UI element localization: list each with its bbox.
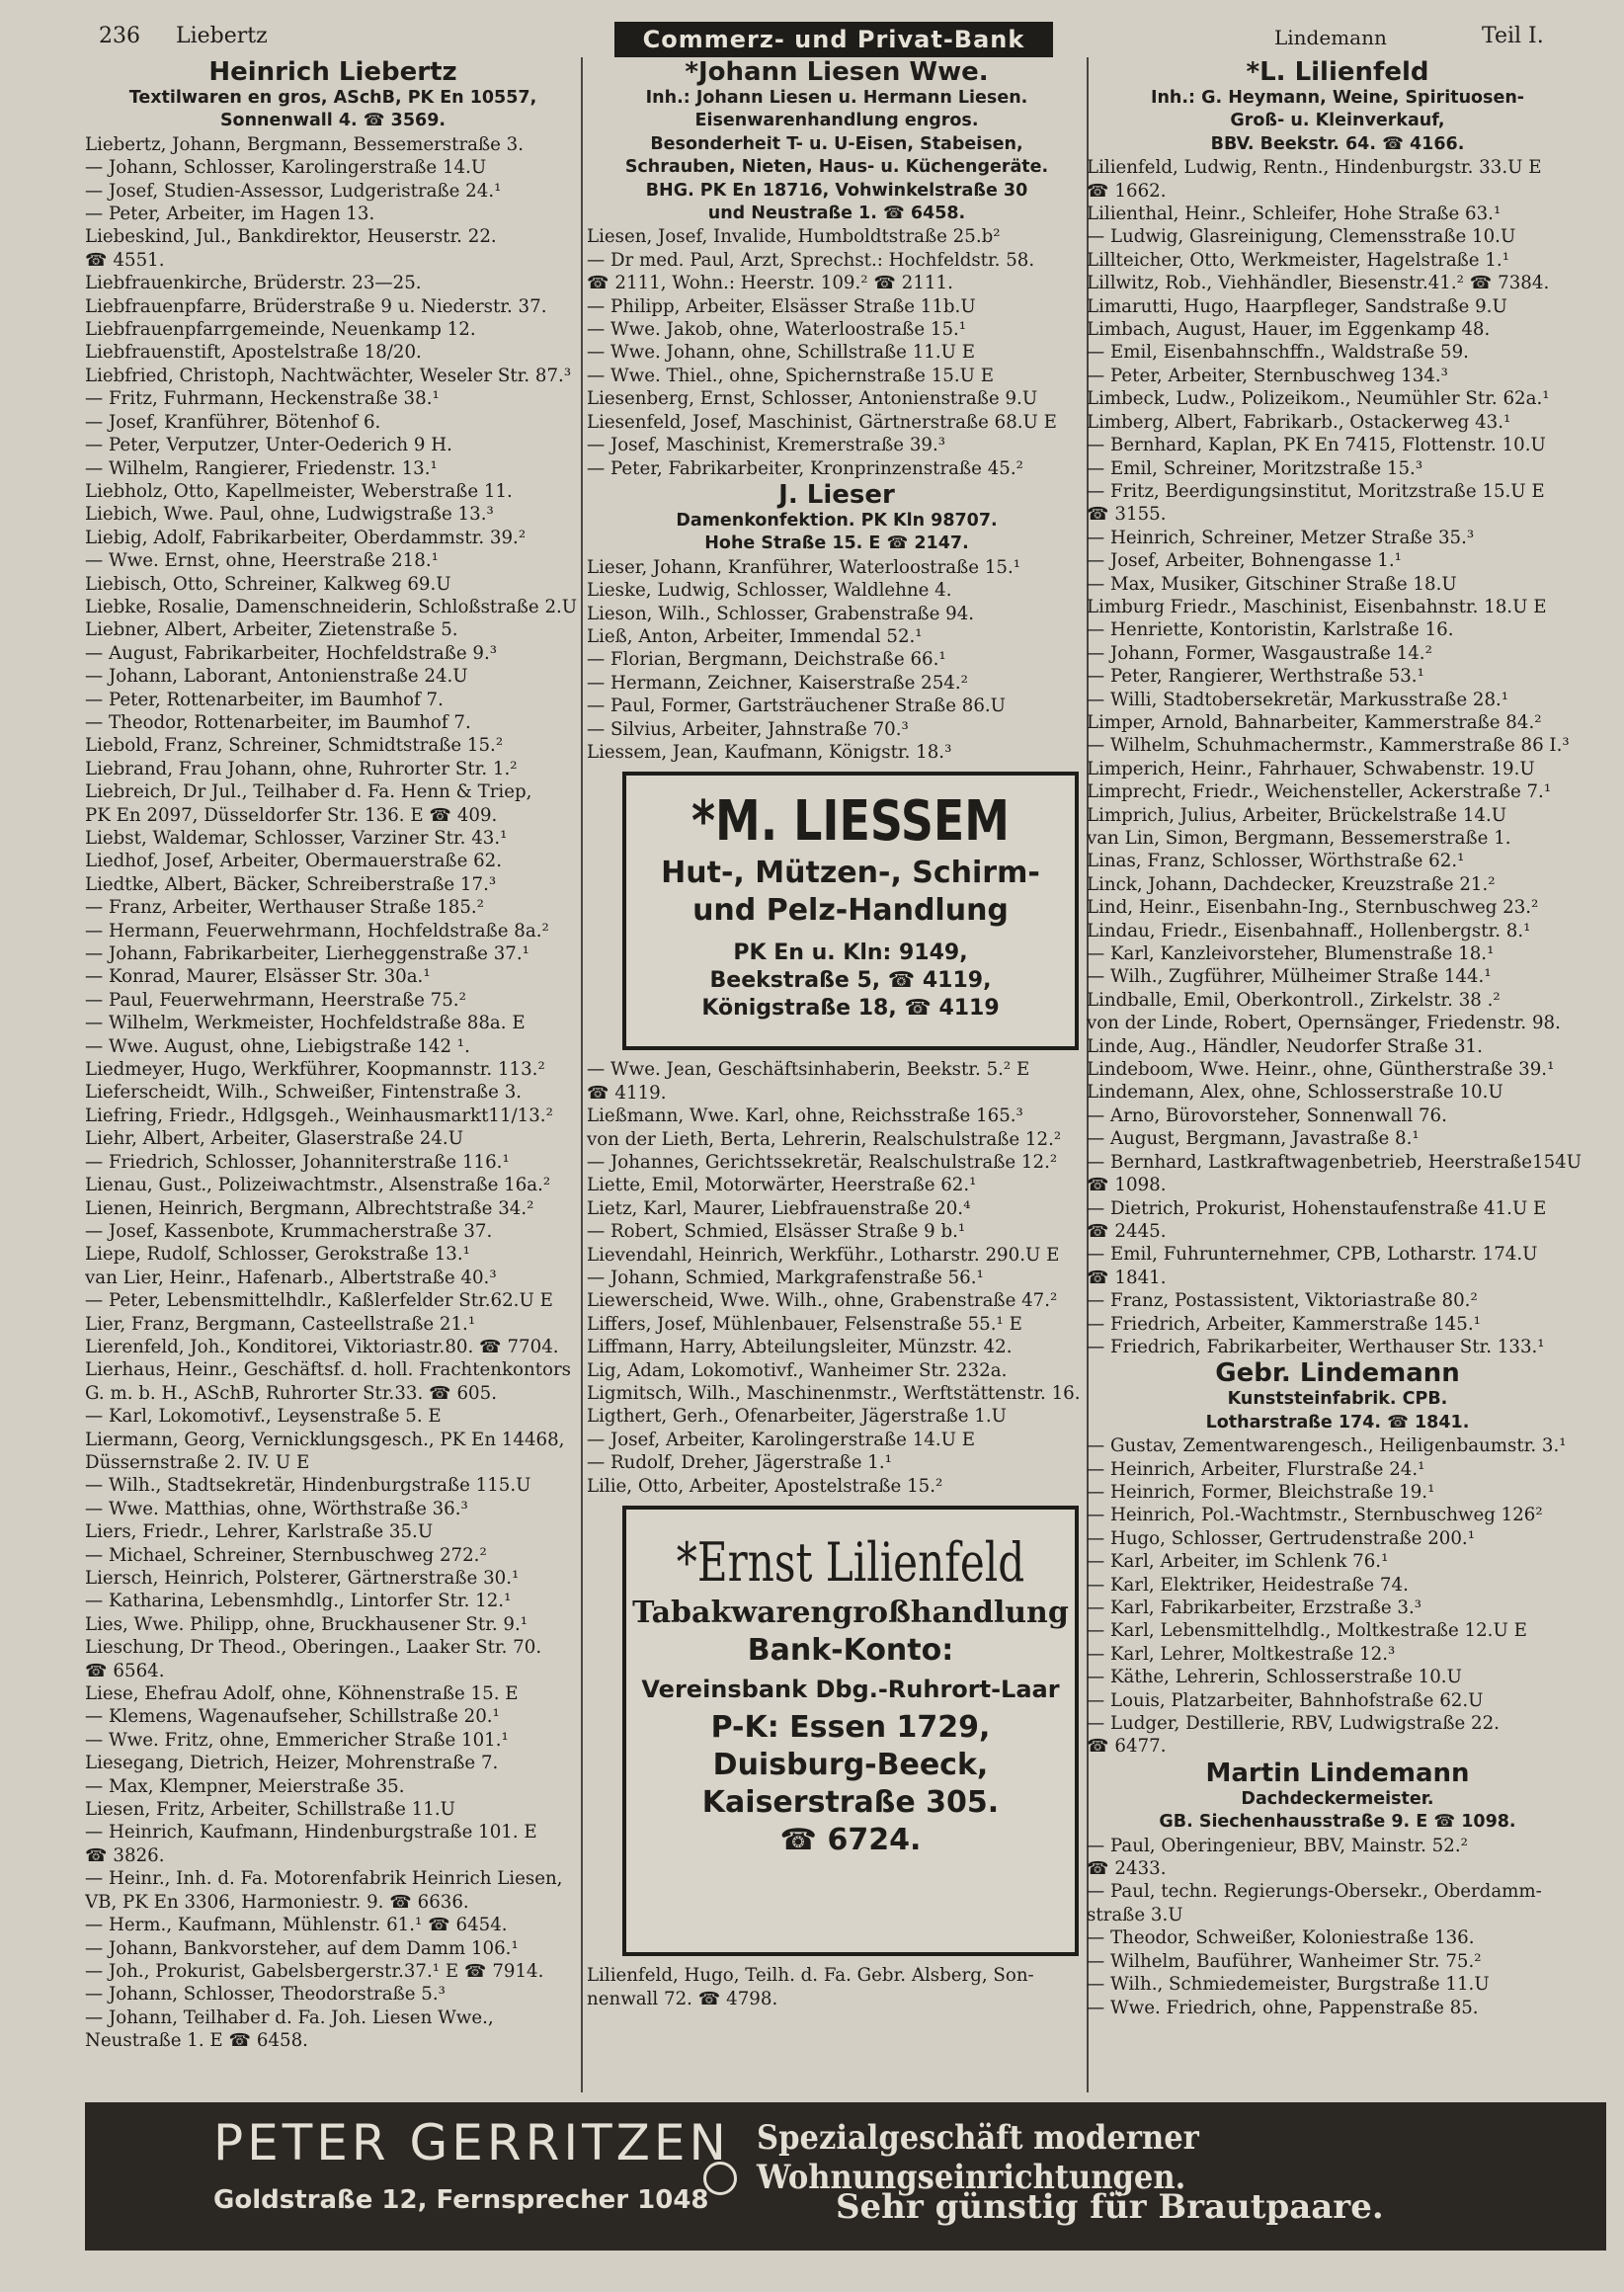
directory-entry: Liebig, Adolf, Fabrikarbeiter, Oberdammstr. 39.² [85, 527, 527, 548]
advert-lilienfeld-name: *Ernst Lilienfeld [676, 1531, 1025, 1595]
directory-entry: Neustraße 1. E ☎ 6458. [85, 2030, 308, 2052]
directory-entry: — Josef, Studien-Assessor, Ludgeristraße 24.¹ [85, 180, 502, 202]
directory-entry: — Karl, Elektriker, Heidestraße 74. [1087, 1574, 1409, 1596]
directory-entry: — Emil, Schreiner, Moritzstraße 15.³ [1087, 457, 1423, 479]
directory-entry: — Wwe. Johann, ohne, Schillstraße 11.U E [587, 342, 976, 364]
business-detail: Textilwaren en gros, ASchB, PK En 10557, [128, 88, 537, 108]
directory-entry: Lilienthal, Heinr., Schleifer, Hohe Straße 63.¹ [1087, 204, 1502, 225]
business-detail: Hohe Straße 15. E ☎ 2147. [704, 533, 969, 554]
directory-entry: Limburg Friedr., Maschinist, Eisenbahnstr. 18.U E [1087, 596, 1547, 617]
directory-entry: — Karl, Lehrer, Moltkestraße 12.³ [1087, 1643, 1396, 1665]
directory-entry: — Silvius, Arbeiter, Jahnstraße 70.³ [587, 718, 909, 740]
directory-entry: — Henriette, Kontoristin, Karlstraße 16. [1087, 619, 1454, 641]
directory-entry: PK En 2097, Düsseldorfer Str. 136. E ☎ 409. [85, 804, 498, 826]
directory-entry: — Wwe. Jakob, ohne, Waterloostraße 15.¹ [587, 319, 967, 341]
directory-entry: — Franz, Postassistent, Viktoriastraße 80.² [1087, 1290, 1478, 1312]
column-left [85, 57, 581, 2092]
directory-entry: — Bernhard, Kaplan, PK En 7415, Flottenstr. 10.U [1087, 435, 1546, 456]
directory-entry: Liessem, Jean, Kaufmann, Königstr. 18.³ [587, 741, 952, 763]
directory-entry: — Max, Musiker, Gitschiner Straße 18.U [1087, 573, 1457, 595]
directory-entry: — Wilhelm, Werkmeister, Hochfeldstraße 88a. E [85, 1013, 526, 1034]
directory-entry: Liedhof, Josef, Arbeiter, Obermauerstraße 62. [85, 851, 503, 872]
directory-entry: — Heinrich, Former, Bleichstraße 19.¹ [1087, 1481, 1435, 1503]
advert-liessem-name: *M. LIESSEM [690, 789, 1011, 855]
directory-entry: G. m. b. H., ASchB, Ruhrorter Str.33. ☎ 605. [85, 1382, 497, 1404]
directory-entry: — Peter, Verputzer, Unter-Oederich 9 H. [85, 435, 452, 456]
directory-entry: Limbach, August, Hauer, im Eggenkamp 48. [1087, 319, 1491, 341]
advert-liessem-line: Hut-, Mützen-, Schirm- [661, 856, 1040, 891]
directory-entry: Liewerscheid, Wwe. Wilh., ohne, Grabenstraße 47.² [587, 1290, 1058, 1312]
directory-entry: — Peter, Rangierer, Werthstraße 53.¹ [1087, 666, 1424, 688]
business-heading: *Johann Liesen Wwe. [685, 57, 989, 87]
directory-entry: — Peter, Arbeiter, im Hagen 13. [85, 204, 375, 225]
directory-entry: — Paul, Oberingenieur, BBV, Mainstr. 52.² [1087, 1835, 1468, 1856]
directory-entry: Lievendahl, Heinrich, Werkführ., Lotharstr. 290.U E [587, 1244, 1060, 1266]
directory-entry: — August, Fabrikarbeiter, Hochfeldstraße 9.³ [85, 642, 498, 664]
directory-entry: — Philipp, Arbeiter, Elsässer Straße 11b.U [587, 295, 976, 317]
directory-entry: — Max, Klempner, Meierstraße 35. [85, 1775, 405, 1797]
directory-entry: Liese, Ehefrau Adolf, ohne, Köhnenstraße 15. E [85, 1683, 519, 1705]
directory-entry: Liefring, Friedr., Hdlgsgeh., Weinhausmarkt11/13.² [85, 1105, 553, 1126]
directory-entry: Linde, Aug., Händler, Neudorfer Straße 31. [1087, 1035, 1483, 1057]
directory-entry: Liebfried, Christoph, Nachtwächter, Weseler Str. 87.³ [85, 365, 572, 386]
part-label: Teil I. [1482, 24, 1544, 48]
directory-entry: Lieson, Wilh., Schlosser, Grabenstraße 94. [587, 603, 975, 624]
business-detail: und Neustraße 1. ☎ 6458. [707, 204, 966, 224]
directory-entry: — Wwe. August, ohne, Liebigstraße 142 ¹. [85, 1035, 470, 1057]
advert-liessem-line: PK En u. Kln: 9149, [733, 941, 968, 966]
directory-entry: — Johann, Former, Wasgaustraße 14.² [1087, 642, 1432, 664]
footer-address: Goldstraße 12, Fernsprecher 1048 [213, 2185, 709, 2215]
business-detail: Eisenwarenhandlung engros. [694, 111, 979, 131]
directory-entry: — Peter, Rottenarbeiter, im Baumhof 7. [85, 689, 444, 710]
directory-entry: Liesegang, Dietrich, Heizer, Mohrenstraße 7. [85, 1753, 499, 1774]
footer-logo-icon [703, 2162, 737, 2195]
directory-entry: Lindeboom, Wwe. Heinr., ohne, Güntherstraße 39.¹ [1087, 1059, 1555, 1081]
directory-entry: Liesen, Josef, Invalide, Humboldtstraße 25.b² [587, 226, 1001, 248]
directory-entry: Lindau, Friedr., Eisenbahnaff., Hollenbergstr. 8.¹ [1087, 920, 1531, 941]
directory-entry: — Wilh., Zugführer, Mülheimer Straße 144.¹ [1087, 966, 1492, 988]
directory-entry: Lienau, Gust., Polizeiwachtmstr., Alsenstraße 16a.² [85, 1175, 551, 1196]
directory-entry: — Paul, Former, Gartsträuchener Straße 86.U [587, 696, 1006, 717]
footer-company-name: PETER GERRITZEN [213, 2114, 730, 2171]
directory-entry: Lierenfeld, Joh., Konditorei, Viktoriastr.80. ☎ 7704. [85, 1336, 559, 1357]
business-heading: Gebr. Lindemann [1215, 1358, 1460, 1389]
directory-entry: ☎ 2445. [1087, 1220, 1167, 1242]
directory-entry: Liebrand, Frau Johann, ohne, Ruhrorter Str. 1.² [85, 758, 518, 779]
directory-entry: Liebertz, Johann, Bergmann, Bessemerstraße 3. [85, 133, 525, 155]
directory-entry: — Karl, Lokomotivf., Leysenstraße 5. E [85, 1406, 442, 1428]
directory-entry: — Fritz, Beerdigungsinstitut, Moritzstraße 15.U E [1087, 480, 1545, 502]
directory-entry: — Joh., Prokurist, Gabelsbergerstr.37.¹ E ☎ 7914. [85, 1960, 544, 1982]
directory-entry: — Josef, Kassenbote, Krummacherstraße 37. [85, 1220, 493, 1242]
directory-entry: — Emil, Fuhrunternehmer, CPB, Lotharstr. 174.U [1087, 1244, 1538, 1266]
directory-entry: — Heinrich, Arbeiter, Flurstraße 24.¹ [1087, 1458, 1425, 1480]
directory-entry: — Johann, Teilhaber d. Fa. Joh. Liesen Wwe., [85, 2006, 494, 2028]
directory-entry: Limperich, Heinr., Fahrhauer, Schwabenstr. 19.U [1087, 758, 1535, 779]
directory-entry: Limbeck, Ludw., Polizeikom., Neumühler Str. 62a.¹ [1087, 388, 1550, 410]
directory-entry: von der Lieth, Berta, Lehrerin, Realschulstraße 12.² [587, 1128, 1062, 1150]
directory-entry: ☎ 4119. [587, 1082, 667, 1104]
directory-entry: Lilienfeld, Ludwig, Rentn., Hindenburgstr. 33.U E [1087, 157, 1542, 179]
directory-entry: — Hermann, Feuerwehrmann, Hochfeldstraße 8a.² [85, 920, 549, 941]
directory-entry: ☎ 3826. [85, 1844, 165, 1866]
directory-entry: Linck, Johann, Dachdecker, Kreuzstraße 21.² [1087, 873, 1496, 895]
advert-lilienfeld-line: Duisburg-Beeck, [712, 1748, 989, 1783]
directory-entry: Ligthert, Gerh., Ofenarbeiter, Jägerstraße 1.U [587, 1406, 1007, 1428]
business-detail: Besonderheit T- u. U-Eisen, Stabeisen, [650, 133, 1023, 154]
business-detail: BBV. Beekstr. 64. ☎ 4166. [1210, 133, 1465, 154]
directory-entry: — Ludwig, Glasreinigung, Clemensstraße 10.U [1087, 226, 1516, 248]
business-detail: Damenkonfektion. PK Kln 98707. [676, 510, 998, 531]
directory-entry: VB, PK En 3306, Harmoniestr. 9. ☎ 6636. [85, 1891, 469, 1913]
advert-liessem-line: Königstraße 18, ☎ 4119 [701, 996, 1000, 1022]
advert-lilienfeld-line: ☎ 6724. [779, 1823, 922, 1858]
directory-entry: — Wwe. Jean, Geschäftsinhaberin, Beekstr. 5.² E [587, 1059, 1030, 1081]
column-middle-top [587, 57, 1087, 764]
directory-entry: — Theodor, Schweißer, Koloniestraße 136. [1087, 1927, 1475, 1949]
directory-entry: Liehr, Albert, Arbeiter, Glaserstraße 24.U [85, 1128, 464, 1150]
directory-entry: — Josef, Arbeiter, Bohnengasse 1.¹ [1087, 550, 1402, 572]
directory-entry: Liebold, Franz, Schreiner, Schmidtstraße 15.² [85, 735, 504, 757]
business-detail: Sonnenwall 4. ☎ 3569. [219, 111, 447, 131]
directory-entry: straße 3.U [1087, 1904, 1183, 1925]
directory-entry: Liesenfeld, Josef, Maschinist, Gärtnerstraße 68.U E [587, 411, 1057, 433]
directory-entry: Liebeskind, Jul., Bankdirektor, Heuserstr. 22. [85, 226, 497, 248]
directory-entry: — Wwe. Matthias, ohne, Wörthstraße 36.³ [85, 1498, 468, 1519]
business-detail: Lotharstraße 174. ☎ 1841. [1205, 1412, 1470, 1432]
directory-entry: Lilie, Otto, Arbeiter, Apostelstraße 15.² [587, 1475, 943, 1497]
directory-entry: Liebst, Waldemar, Schlosser, Varziner Str. 43.¹ [85, 828, 508, 849]
business-detail: GB. Siechenhausstraße 9. E ☎ 1098. [1159, 1812, 1516, 1833]
directory-entry: van Lin, Simon, Bergmann, Bessemerstraße 1. [1087, 828, 1511, 849]
directory-entry: — Johann, Laborant, Antonienstraße 24.U [85, 666, 468, 688]
directory-entry: — August, Bergmann, Javastraße 8.¹ [1087, 1128, 1420, 1150]
directory-entry: Liffmann, Harry, Abteilungsleiter, Münzstr. 42. [587, 1337, 1013, 1358]
directory-entry: Lindballe, Emil, Oberkontroll., Zirkelstr. 38 .² [1087, 989, 1501, 1011]
advert-liessem [622, 772, 1079, 1050]
directory-entry: — Josef, Kranführer, Bötenhof 6. [85, 411, 381, 433]
directory-entry: — Konrad, Maurer, Elsässer Str. 30a.¹ [85, 966, 431, 988]
directory-entry: — Johann, Schlosser, Karolingerstraße 14.U [85, 157, 487, 179]
business-detail: Schrauben, Nieten, Haus- u. Küchengeräte. [624, 157, 1049, 178]
directory-entry: — Wwe. Ernst, ohne, Heerstraße 218.¹ [85, 550, 439, 572]
directory-entry: Lies, Wwe. Philipp, ohne, Bruckhausener Str. 9.¹ [85, 1613, 528, 1635]
directory-entry: Liebke, Rosalie, Damenschneiderin, Schloßstraße 2.U [85, 596, 578, 617]
directory-entry: — Wwe. Thiel., ohne, Spichernstraße 15.U E [587, 365, 995, 386]
advert-liessem-line: Beekstraße 5, ☎ 4119, [709, 968, 992, 994]
directory-entry: — Johann, Fabrikarbeiter, Lierheggenstraße 37.¹ [85, 943, 529, 965]
advert-lilienfeld-line: Tabakwarengroßhandlung [632, 1596, 1069, 1631]
directory-entry: — Theodor, Rottenarbeiter, im Baumhof 7. [85, 711, 471, 733]
directory-entry: — Katharina, Lebensmhdlg., Lintorfer Str. 12.¹ [85, 1591, 512, 1612]
directory-entry: — Louis, Platzarbeiter, Bahnhofstraße 62.U [1087, 1689, 1484, 1711]
directory-entry: Liebner, Albert, Arbeiter, Zietenstraße 5. [85, 619, 458, 641]
directory-entry: — Wilhelm, Schuhmachermstr., Kammerstraße 86 I.³ [1087, 735, 1570, 757]
column-middle-mid [587, 1058, 1087, 1498]
directory-entry: — Gustav, Zementwarengesch., Heiligenbaumstr. 3.¹ [1087, 1435, 1567, 1457]
directory-entry: Lillteicher, Otto, Werkmeister, Hagelstraße 1.¹ [1087, 249, 1509, 271]
directory-entry: — Willi, Stadtobersekretär, Markusstraße 28.¹ [1087, 689, 1509, 710]
directory-entry: ☎ 6477. [1087, 1736, 1167, 1758]
directory-entry: Linas, Franz, Schlosser, Wörthstraße 62.¹ [1087, 851, 1465, 872]
footer-tagline-2: Sehr günstig für Brautpaare. [836, 2187, 1384, 2227]
directory-entry: Lierhaus, Heinr., Geschäftsf. d. holl. Frachtenkontors [85, 1359, 571, 1381]
directory-entry: — Rudolf, Dreher, Jägerstraße 1.¹ [587, 1452, 892, 1474]
directory-entry: ☎ 1841. [1087, 1267, 1167, 1288]
directory-entry: — Peter, Fabrikarbeiter, Kronprinzenstraße 45.² [587, 457, 1023, 479]
directory-entry: — Dr med. Paul, Arzt, Sprechst.: Hochfeldstr. 58. [587, 249, 1035, 271]
directory-entry: — Robert, Schmied, Elsässer Straße 9 b.¹ [587, 1221, 966, 1243]
business-detail: Kunststeinfabrik. CPB. [1227, 1389, 1448, 1410]
directory-entry: — Herm., Kaufmann, Mühlenstr. 61.¹ ☎ 6454. [85, 1915, 508, 1936]
directory-entry: — Paul, Feuerwehrmann, Heerstraße 75.² [85, 989, 466, 1011]
directory-entry: ☎ 1098. [1087, 1175, 1167, 1196]
directory-entry: Düssernstraße 2. IV. U E [85, 1451, 310, 1473]
directory-entry: Lier, Franz, Bergmann, Casteellstraße 21.¹ [85, 1313, 476, 1335]
running-head-right: Lindemann [1274, 26, 1387, 49]
directory-entry: ☎ 1662. [1087, 180, 1167, 202]
directory-entry: Liepe, Rudolf, Schlosser, Gerokstraße 13.¹ [85, 1244, 470, 1266]
directory-entry: — Bernhard, Lastkraftwagenbetrieb, Heerstraße154U [1087, 1151, 1583, 1173]
column-right [1081, 57, 1588, 2092]
directory-entry: Ließmann, Wwe. Karl, ohne, Reichsstraße 165.³ [587, 1105, 1023, 1127]
directory-entry: — Franz, Arbeiter, Werthauser Straße 185.² [85, 897, 484, 919]
advert-lilienfeld-line: Kaiserstraße 305. [701, 1785, 1000, 1821]
directory-entry: Lindemann, Alex, ohne, Schlosserstraße 10.U [1087, 1082, 1503, 1104]
column-middle-bottom [587, 1964, 1087, 2010]
advert-lilienfeld-line: P-K: Essen 1729, [710, 1710, 991, 1746]
directory-entry: — Fritz, Fuhrmann, Heckenstraße 38.¹ [85, 388, 440, 410]
directory-entry: — Wilhelm, Bauführer, Wanheimer Str. 75.² [1087, 1950, 1482, 1972]
directory-entry: Liebich, Wwe. Paul, ohne, Ludwigstraße 13.³ [85, 504, 494, 526]
directory-entry: Lig, Adam, Lokomotivf., Wanheimer Str. 232a. [587, 1359, 1008, 1381]
directory-entry: — Hermann, Zeichner, Kaiserstraße 254.² [587, 672, 968, 694]
directory-entry: — Florian, Bergmann, Deichstraße 66.¹ [587, 649, 946, 671]
directory-entry: — Heinrich, Kaufmann, Hindenburgstraße 101. E [85, 1822, 537, 1843]
footer-advert [85, 2102, 1606, 2251]
directory-entry: Liersch, Heinrich, Polsterer, Gärtnerstraße 30.¹ [85, 1568, 520, 1589]
advert-lilienfeld-line: Vereinsbank Dbg.-Ruhrort-Laar [641, 1676, 1060, 1704]
directory-entry: Lillwitz, Rob., Viehhändler, Biesenstr.41.² ☎ 7384. [1087, 273, 1550, 294]
directory-entry: Limarutti, Hugo, Haarpfleger, Sandstraße 9.U [1087, 295, 1507, 317]
directory-entry: — Wilh., Schmiedemeister, Burgstraße 11.U [1087, 1974, 1490, 1996]
directory-entry: Limprecht, Friedr., Weichensteller, Ackerstraße 7.¹ [1087, 781, 1552, 803]
directory-entry: — Dietrich, Prokurist, Hohenstaufenstraße 41.U E [1087, 1197, 1547, 1219]
directory-entry: — Peter, Arbeiter, Sternbuschweg 134.³ [1087, 365, 1448, 386]
directory-entry: — Karl, Fabrikarbeiter, Erzstraße 3.³ [1087, 1597, 1422, 1618]
directory-entry: — Heinr., Inh. d. Fa. Motorenfabrik Heinrich Liesen, [85, 1868, 563, 1890]
directory-entry: — Heinrich, Pol.-Wachtmstr., Sternbuschweg 126² [1087, 1505, 1543, 1526]
directory-entry: — Karl, Arbeiter, im Schlenk 76.¹ [1087, 1551, 1389, 1573]
directory-entry: — Klemens, Wagenaufseher, Schillstraße 20.¹ [85, 1706, 500, 1728]
page-header [0, 0, 1624, 61]
directory-entry: — Johann, Schmied, Markgrafenstraße 56.¹ [587, 1268, 984, 1289]
business-heading: Martin Lindemann [1205, 1758, 1470, 1788]
directory-entry: — Käthe, Lehrerin, Schlosserstraße 10.U [1087, 1667, 1462, 1688]
directory-entry: — Josef, Arbeiter, Karolingerstraße 14.U E [587, 1429, 976, 1450]
directory-entry: Liebfrauenpfarre, Brüderstraße 9 u. Niederstr. 37. [85, 295, 547, 317]
running-head-left: Liebertz [176, 24, 268, 48]
advert-lilienfeld [622, 1506, 1079, 1956]
directory-entry: Ließ, Anton, Arbeiter, Immendal 52.¹ [587, 625, 923, 647]
directory-entry: Ligmitsch, Wilh., Maschinenmstr., Werftstättenstr. 16. [587, 1383, 1081, 1405]
directory-entry: — Karl, Lebensmittelhdlg., Moltkestraße 12.U E [1087, 1620, 1527, 1642]
directory-entry: Limberg, Albert, Fabrikarb., Ostackerweg 43.¹ [1087, 411, 1511, 433]
directory-entry: — Johann, Bankvorsteher, auf dem Damm 106.¹ [85, 1937, 519, 1959]
directory-entry: Lieschung, Dr Theod., Oberingen., Laaker Str. 70. [85, 1637, 542, 1659]
directory-entry: Limprich, Julius, Arbeiter, Brückelstraße 14.U [1087, 804, 1507, 826]
business-detail: Inh.: Johann Liesen u. Hermann Liesen. [645, 88, 1028, 108]
directory-entry: Limper, Arnold, Bahnarbeiter, Kammerstraße 84.² [1087, 711, 1542, 733]
directory-entry: — Emil, Eisenbahnschffn., Waldstraße 59. [1087, 342, 1469, 364]
business-heading: *L. Lilienfeld [1246, 57, 1429, 87]
business-detail: Groß- u. Kleinverkauf, [1230, 111, 1445, 131]
directory-entry: Liedmeyer, Hugo, Werkführer, Koopmannstr. 113.² [85, 1059, 545, 1081]
directory-entry: — Ludger, Destillerie, RBV, Ludwigstraße 22. [1087, 1713, 1500, 1735]
directory-entry: Liebfrauenkirche, Brüderstr. 23—25. [85, 273, 422, 294]
directory-entry: Liebreich, Dr Jul., Teilhaber d. Fa. Henn & Triep, [85, 781, 532, 803]
business-detail: Dachdeckermeister. [1241, 1788, 1434, 1809]
directory-entry: — Arno, Bürovorsteher, Sonnenwall 76. [1087, 1105, 1447, 1126]
business-heading: J. Lieser [778, 479, 895, 510]
directory-entry: Liesen, Fritz, Arbeiter, Schillstraße 11.U [85, 1799, 455, 1821]
directory-entry: Liers, Friedr., Lehrer, Karlstraße 35.U [85, 1521, 434, 1543]
directory-entry: Lilienfeld, Hugo, Teilh. d. Fa. Gebr. Alsberg, Son- [587, 1965, 1034, 1987]
directory-entry: Lieser, Johann, Kranführer, Waterloostraße 15.¹ [587, 556, 1021, 578]
directory-entry: — Friedrich, Fabrikarbeiter, Werthauser Str. 133.¹ [1087, 1336, 1545, 1357]
directory-entry: ☎ 2111, Wohn.: Heerstr. 109.² ☎ 2111. [587, 273, 953, 294]
directory-entry: Liebfrauenstift, Apostelstraße 18/20. [85, 342, 422, 364]
directory-entry: von der Linde, Robert, Opernsänger, Friedenstr. 98. [1087, 1013, 1561, 1034]
business-detail: BHG. PK En 18716, Vohwinkelstraße 30 [645, 180, 1028, 201]
directory-entry: — Johann, Schlosser, Theodorstraße 5.³ [85, 1984, 446, 2006]
directory-entry: van Lier, Heinr., Hafenarb., Albertstraße 40.³ [85, 1267, 497, 1288]
directory-entry: — Hugo, Schlosser, Gertrudenstraße 200.¹ [1087, 1527, 1475, 1549]
directory-entry: ☎ 6564. [85, 1660, 165, 1681]
directory-entry: Lietz, Karl, Maurer, Liebfrauenstraße 20.⁴ [587, 1197, 971, 1219]
directory-entry: — Wwe. Fritz, ohne, Emmericher Straße 101.¹ [85, 1729, 509, 1751]
directory-entry: — Heinrich, Schreiner, Metzer Straße 35.³ [1087, 527, 1475, 548]
footer-tagline: Spezialgeschäft moderner Wohnungseinrichtungen. [757, 2118, 1199, 2197]
directory-entry: Lieferscheidt, Wilh., Schweißer, Fintenstraße 3. [85, 1082, 523, 1104]
directory-entry: — Paul, techn. Regierungs-Obersekr., Oberdamm- [1087, 1881, 1542, 1903]
directory-entry: Liebholz, Otto, Kapellmeister, Weberstraße 11. [85, 480, 513, 502]
directory-entry: — Michael, Schreiner, Sternbuschweg 272.² [85, 1544, 487, 1566]
directory-entry: — Friedrich, Arbeiter, Kammerstraße 145.¹ [1087, 1313, 1481, 1335]
business-detail: Inh.: G. Heymann, Weine, Spirituosen- [1150, 88, 1525, 108]
directory-entry: Liebisch, Otto, Schreiner, Kalkweg 69.U [85, 573, 451, 595]
directory-entry: Liesenberg, Ernst, Schlosser, Antonienstraße 9.U [587, 388, 1038, 410]
column-middle [581, 57, 1089, 2092]
directory-entry: Liffers, Josef, Mühlenbauer, Felsenstraße 55.¹ E [587, 1313, 1022, 1335]
directory-entry: Liermann, Georg, Vernicklungsgesch., PK En 14468, [85, 1429, 565, 1450]
directory-entry: Lienen, Heinrich, Bergmann, Albrechtstraße 34.² [85, 1197, 534, 1219]
directory-entry: ☎ 3155. [1087, 504, 1167, 526]
business-heading: Heinrich Liebertz [208, 57, 457, 87]
directory-entry: — Wwe. Friedrich, ohne, Pappenstraße 85. [1087, 1997, 1479, 2018]
advert-liessem-line: und Pelz-Handlung [692, 893, 1009, 929]
directory-entry: Lieske, Ludwig, Schlosser, Waldlehne 4. [587, 580, 952, 602]
bank-banner: Commerz- und Privat-Bank [614, 22, 1053, 57]
directory-entry: — Friedrich, Schlosser, Johanniterstraße 116.¹ [85, 1151, 510, 1173]
directory-entry: ☎ 4551. [85, 249, 165, 271]
directory-entry: Liette, Emil, Motorwärter, Heerstraße 62.¹ [587, 1175, 977, 1196]
directory-entry: — Johannes, Gerichtssekretär, Realschulstraße 12.² [587, 1152, 1058, 1173]
directory-entry: nenwall 72. ☎ 4798. [587, 1988, 778, 2009]
directory-entry: — Peter, Lebensmittelhdlr., Kaßlerfelder Str.62.U E [85, 1290, 553, 1312]
directory-entry: — Wilhelm, Rangierer, Friedenstr. 13.¹ [85, 457, 438, 479]
directory-entry: Liedtke, Albert, Bäcker, Schreiberstraße 17.³ [85, 873, 497, 895]
directory-entry: — Wilh., Stadtsekretär, Hindenburgstraße 115.U [85, 1475, 531, 1497]
directory-entry: — Josef, Maschinist, Kremerstraße 39.³ [587, 435, 946, 456]
advert-lilienfeld-line: Bank-Konto: [747, 1633, 954, 1669]
directory-entry: — Karl, Kanzleivorsteher, Blumenstraße 18.¹ [1087, 943, 1495, 965]
directory-entry: Liebfrauenpfarrgemeinde, Neuenkamp 12. [85, 319, 476, 341]
directory-entry: ☎ 2433. [1087, 1858, 1167, 1880]
directory-entry: Lind, Heinr., Eisenbahn-Ing., Sternbuschweg 23.² [1087, 897, 1539, 919]
page-number: 236 [99, 24, 140, 48]
